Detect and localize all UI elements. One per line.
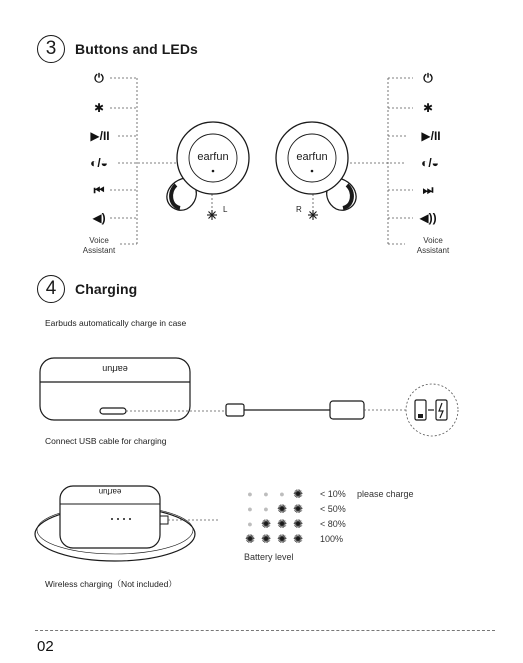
led-off-icon: ● [263, 489, 269, 499]
led-on-icon: ✺ [292, 532, 304, 546]
left-side-label: L [223, 205, 228, 214]
led-off-icon: ● [247, 504, 253, 514]
page-number: 02 [37, 638, 54, 655]
led-on-icon: ✺ [244, 532, 256, 546]
battery-level-text: 100% [320, 534, 344, 544]
bluetooth-icon-right: ✱ [422, 101, 434, 115]
led-on-icon: ✺ [260, 517, 272, 531]
left-earbud-logo: earfun [197, 151, 229, 163]
led-on-icon: ✺ [276, 502, 288, 516]
earbuds-diagram [0, 60, 523, 260]
bluetooth-icon: ✱ [93, 101, 105, 115]
voice-assistant-right-label: Voice Assistant [416, 236, 450, 255]
right-side-label: R [296, 205, 302, 214]
answer-end-call-icon: ◐/◒ [90, 156, 108, 170]
led-on-icon: ✺ [276, 532, 288, 546]
right-earbud-logo: earfun [296, 151, 328, 163]
volume-up-icon: ◀)) [419, 211, 437, 225]
led-off-icon: ● [279, 489, 285, 499]
led-on-icon: ✺ [276, 517, 288, 531]
section-3-number: 3 [37, 35, 65, 63]
next-track-icon: ⏭ [422, 183, 434, 197]
section-4-title: Charging [75, 281, 138, 297]
wireless-case-logo: earfun [98, 487, 122, 496]
charging-intro: Earbuds automatically charge in case [45, 318, 187, 328]
volume-down-icon: ◀) [92, 211, 106, 225]
battery-level-text: < 50% [320, 504, 346, 514]
led-on-icon: ✺ [260, 532, 272, 546]
battery-level-text: < 80% [320, 519, 346, 529]
power-icon-right: ⏻ [423, 71, 433, 85]
power-icon: ⏻ [94, 71, 104, 85]
led-on-icon: ✺ [292, 502, 304, 516]
footer-divider [35, 630, 495, 631]
play-pause-icon-right: ▶/II [421, 129, 441, 143]
led-off-icon: ● [263, 504, 269, 514]
case-logo: earfun [102, 364, 128, 374]
answer-end-call-icon-right: ◐/◒ [421, 156, 439, 170]
section-4-number: 4 [37, 275, 65, 303]
led-off-icon: ● [247, 489, 253, 499]
usb-charging-diagram [0, 350, 523, 440]
wireless-charging-diagram [0, 476, 240, 576]
led-on-icon: ✺ [292, 517, 304, 531]
wireless-caption: Wireless charging（Not included） [45, 579, 177, 589]
led-off-icon: ● [247, 519, 253, 529]
usb-caption: Connect USB cable for charging [45, 436, 167, 446]
battery-level-text: < 10% [320, 489, 346, 499]
battery-level-note: please charge [357, 489, 414, 499]
play-pause-icon: ▶/II [90, 129, 110, 143]
voice-assistant-left-label: Voice Assistant [82, 236, 116, 255]
section-3-title: Buttons and LEDs [75, 41, 198, 57]
led-on-icon: ✺ [292, 487, 304, 501]
previous-track-icon: ⏮ [93, 183, 105, 197]
battery-level-label: Battery level [244, 552, 294, 562]
